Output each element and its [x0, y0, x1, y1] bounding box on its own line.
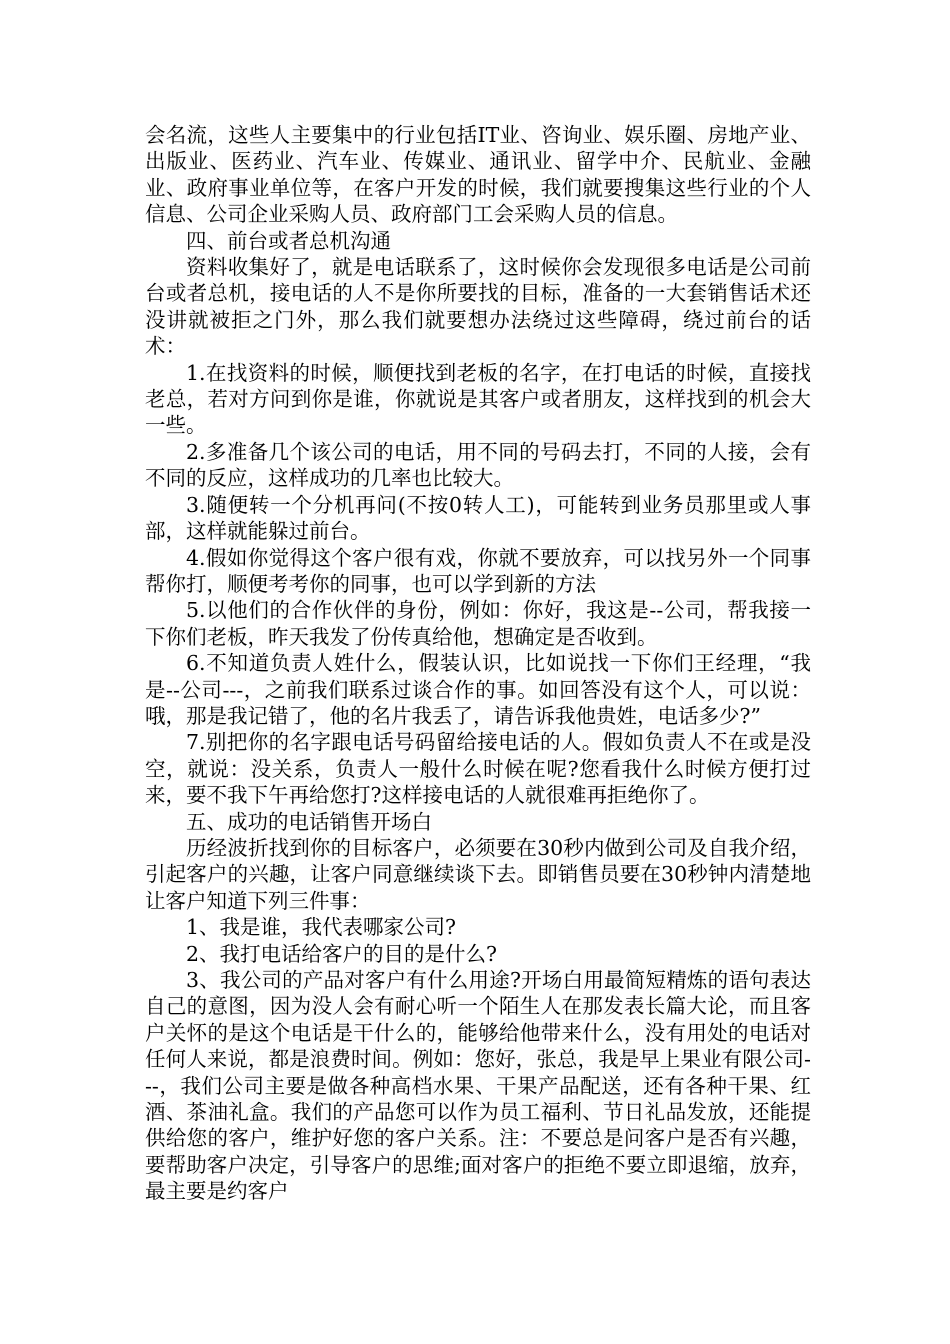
document-body — [145, 122, 811, 1205]
list-item-6: 6.不知道负责人姓什么，假装认识，比如说找一下你们王经理，“我是--公司---，之前我们联系过谈合作的事。如回答没有这个人，可以说：哦，那是我记错了，他的名片我丢了，请告诉我他贵姓，电话多少?” — [145, 651, 811, 728]
question-item-3: 3、我公司的产品对客户有什么用途?开场白用最简短精炼的语句表达自己的意图，因为没人会有耐心听一个陌生人在那发表长篇大论，而且客户关怀的是这个电话是干什么的，能够给他带来什么，没有用处的电话对任何人来说，都是浪费时间。例如：您好，张总，我是早上果业有限公司---，我们公司主要是做各种高档水果、干果产品配送，还有各种干果、红酒、茶油礼盒。我们的产品您可以作为员工福利、节日礼品发放，还能提供给您的客户，维护好您的客户关系。注：不要总是问客户是否有兴趣，要帮助客户决定，引导客户的思维;面对客户的拒绝不要立即退缩，放弃，最主要是约客户 — [145, 968, 811, 1204]
heading-front-desk: 四、前台或者总机沟通 — [186, 228, 391, 253]
list-item-3: 3.随便转一个分机再问(不按0转人工)，可能转到业务员那里或人事部，这样就能躲过前台。 — [145, 492, 811, 544]
paragraph-opening-intro: 历经波折找到你的目标客户，必须要在30秒内做到公司及自我介绍，引起客户的兴趣，让客户同意继续谈下去。即销售员要在30秒钟内清楚地让客户知道下列三件事： — [145, 835, 811, 913]
question-item-1: 1、我是谁，我代表哪家公司? — [186, 915, 457, 940]
list-item-1: 1.在找资料的时候，顺便找到老板的名字，在打电话的时候，直接找老总，若对方问到你是谁，你就说是其客户或者朋友，这样找到的机会大一些。 — [145, 360, 811, 438]
paragraph-front-desk-intro: 资料收集好了，就是电话联系了，这时候你会发现很多电话是公司前台或者总机，接电话的人不是你所要找的目标，准备的一大套销售话术还没讲就被拒之门外，那么我们就要想办法绕过这些障碍，绕过前台的话术： — [145, 255, 811, 359]
list-item-4: 4.假如你觉得这个客户很有戏，你就不要放弃，可以找另外一个同事帮你打，顺便考考你的同事，也可以学到新的方法 — [145, 545, 811, 596]
list-item-5: 5.以他们的合作伙伴的身份，例如：你好，我这是--公司，帮我接一下你们老板，昨天我发了份传真给他，想确定是否收到。 — [145, 598, 811, 649]
heading-opening-line: 五、成功的电话销售开场白 — [186, 809, 432, 834]
list-item-7: 7.别把你的名字跟电话号码留给接电话的人。假如负责人不在或是没空，就说：没关系，负责人一般什么时候在呢?您看我什么时候方便打过来，要不我下午再给您打?这样接电话的人就很难再拒绝你了。 — [145, 730, 811, 808]
list-item-2: 2.多准备几个该公司的电话，用不同的号码去打，不同的人接，会有不同的反应，这样成功的几率也比较大。 — [145, 439, 811, 491]
question-item-2: 2、我打电话给客户的目的是什么? — [186, 941, 498, 966]
paragraph-industries: 会名流，这些人主要集中的行业包括IT业、咨询业、娱乐圈、房地产业、出版业、医药业、汽车业、传媒业、通讯业、留学中介、民航业、金融业、政府事业单位等，在客户开发的时候，我们就要搜集这些行业的个人信息、公司企业采购人员、政府部门工会采购人员的信息。 — [145, 123, 811, 227]
